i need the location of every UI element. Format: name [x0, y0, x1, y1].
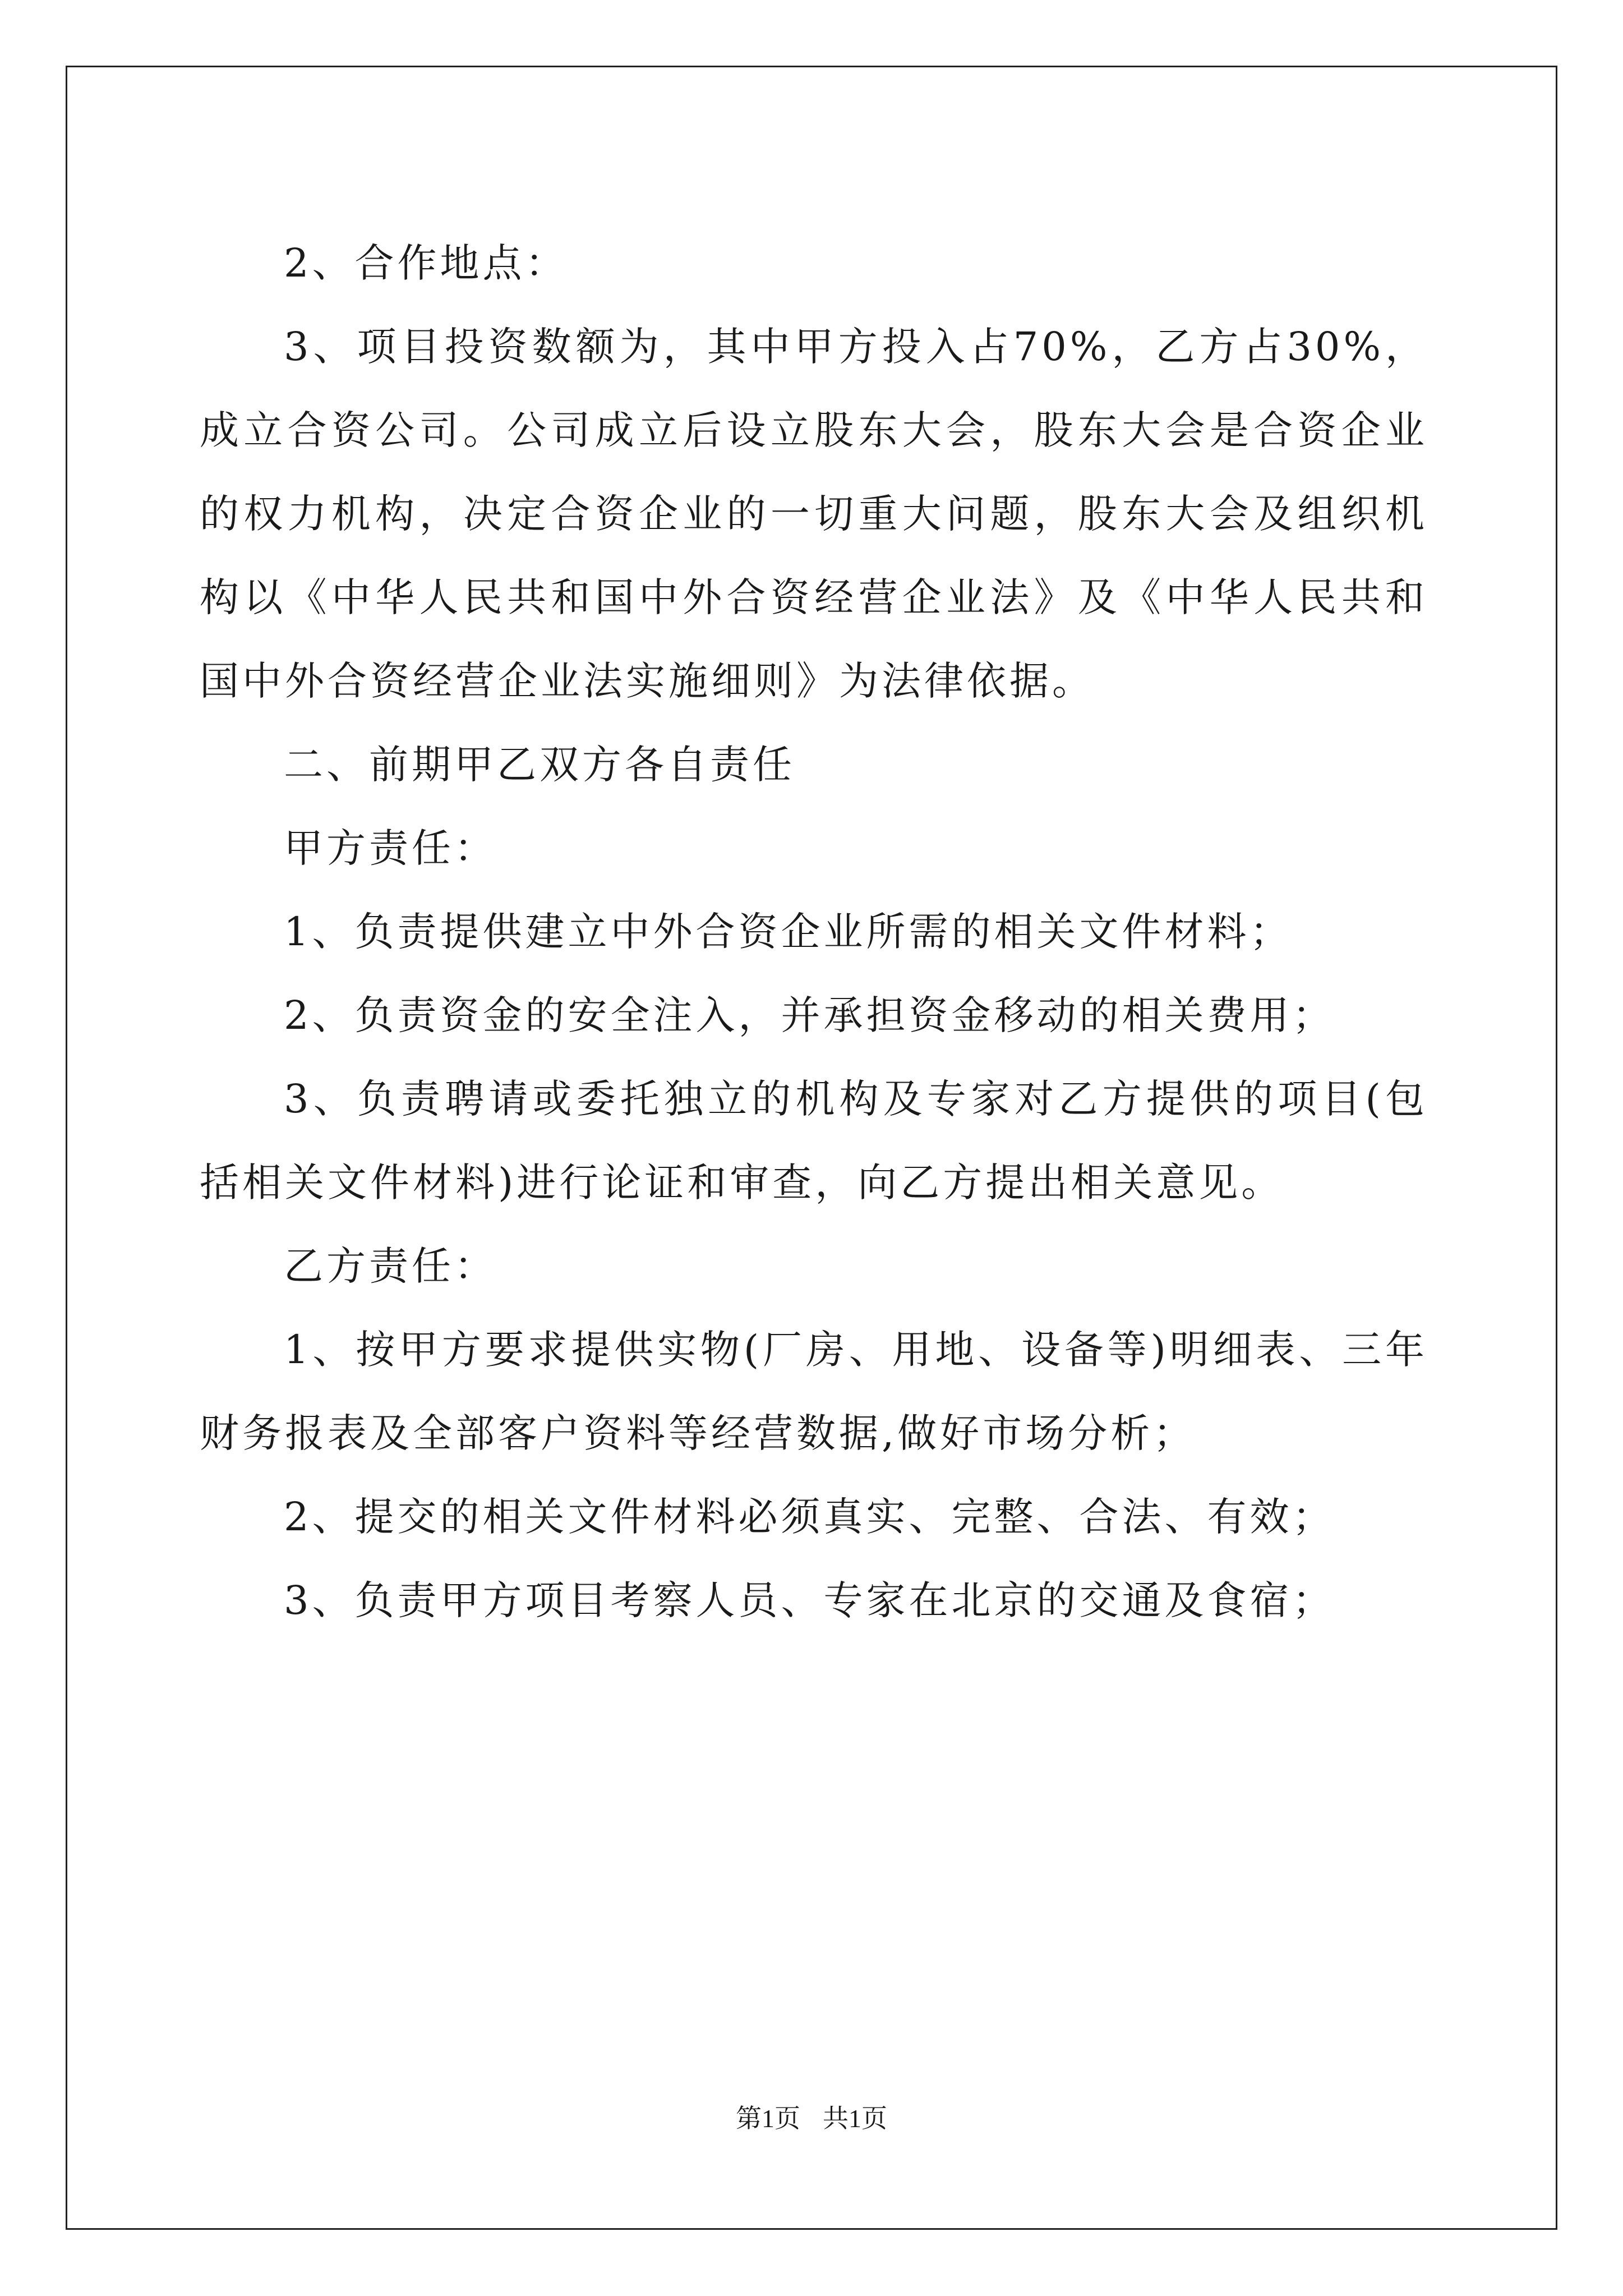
document-body: [200, 222, 1428, 1642]
paragraph-location: 2、合作地点：: [284, 240, 568, 286]
paragraph-investment: 3、项目投资数额为，其中甲方投入占70%，乙方占30%，成立合资公司。公司成立后设立股东大会，股东大会是合资企业的权力机构，决定合资企业的一切重大问题，股东大会及组织机构以《中华人民共和国中外合资经营企业法》及《中华人民共和国中外合资经营企业法实施细则》为法律依据。: [200, 324, 1428, 704]
party-b-item-3: 3、负责甲方项目考察人员、专家在北京的交通及食宿；: [284, 1577, 1335, 1623]
party-a-heading: 甲方责任：: [284, 825, 497, 871]
section-heading-responsibilities: 二、前期甲乙双方各自责任: [284, 742, 795, 788]
party-b-item-2: 2、提交的相关文件材料必须真实、完整、合法、有效；: [284, 1494, 1335, 1540]
party-a-item-2: 2、负责资金的安全注入，并承担资金移动的相关费用；: [284, 992, 1335, 1038]
page-total: 共1页: [823, 2104, 887, 2133]
party-a-item-1: 1、负责提供建立中外合资企业所需的相关文件材料；: [284, 909, 1293, 955]
party-a-item-3: 3、负责聘请或委托独立的机构及专家对乙方提供的项目(包括相关文件材料)进行论证和审查，向乙方提出相关意见。: [200, 1076, 1428, 1205]
party-b-item-1: 1、按甲方要求提供实物(厂房、用地、设备等)明细表、三年财务报表及全部客户资料等经营数据,做好市场分析；: [200, 1327, 1428, 1456]
page-number: 第1页: [736, 2104, 800, 2133]
party-b-heading: 乙方责任：: [284, 1243, 497, 1289]
page-footer: [0, 2098, 1623, 2135]
